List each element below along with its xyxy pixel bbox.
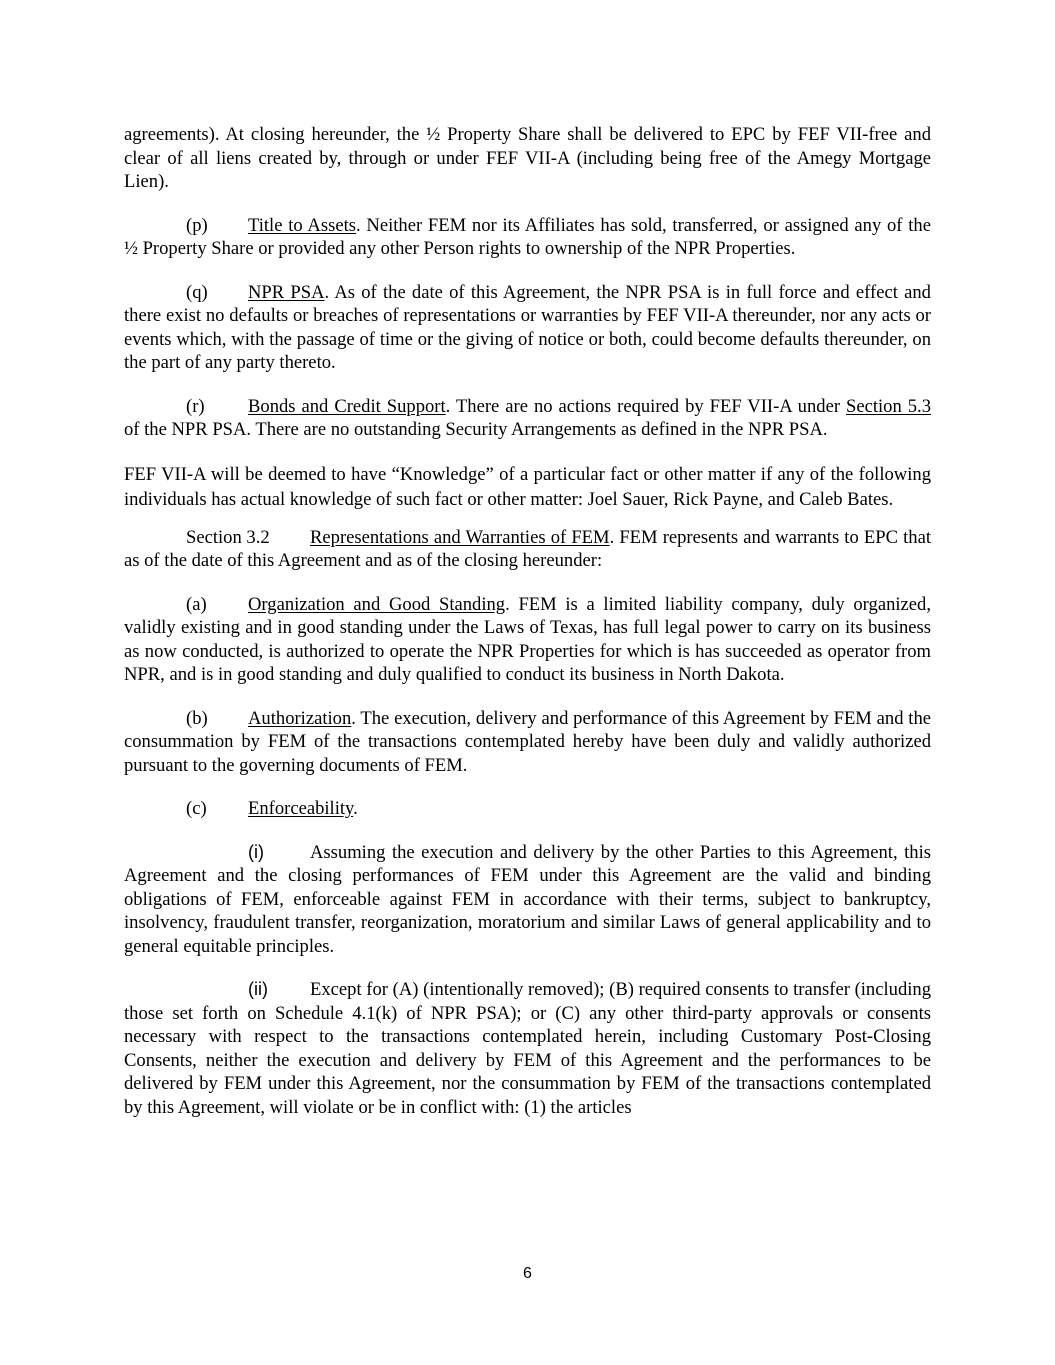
paragraph-text: . The execution, delivery and performance of this Agreement by FEM and the consummation by FEM of the transactions contemplated hereby have been duly and validly authorized pursuant to the governing documents of FEM. xyxy=(124,707,931,776)
paragraph-c-enforceability xyxy=(124,797,931,821)
section-heading: Representations and Warranties of FEM xyxy=(310,526,610,548)
paragraph-c-i xyxy=(124,841,931,959)
document-page xyxy=(124,123,931,1139)
paragraph-text: agreements). At closing hereunder, the ½ Property Share shall be delivered to EPC by FEF VII-free and clear of all liens created by, through or under FEF VII-A (including being free of the Amegy Mortgage Lien). xyxy=(124,124,931,192)
paragraph-c-ii xyxy=(124,978,931,1119)
paragraph-r-bonds xyxy=(124,395,931,442)
paragraph-heading: Enforceability xyxy=(248,798,354,819)
paragraph-heading: Organization and Good Standing xyxy=(248,593,506,615)
paragraph-heading: Title to Assets xyxy=(248,214,356,236)
paragraph-p-title-to-assets xyxy=(124,214,931,261)
paragraph-text: . FEM represents and warrants to EPC that as of the date of this Agreement and as of the closing hereunder: xyxy=(124,526,931,571)
paragraph-text: Except for (A) (intentionally removed); (B) required consents to transfer (including those set forth on Schedule 4.1(k) of NPR PSA); or (C) any other third-party approvals or consents necessary with respect to the transactions contemplated herein, including Customary Post-Closing Consents, neither the execution and delivery by FEM of this Agreement and the performances to be delivered by FEM under this Agreement, nor the consummation by FEM of the transactions contemplated by this Agreement, will violate or be in conflict with: (1) the articles xyxy=(124,979,931,1118)
paragraph-q-npr-psa xyxy=(124,281,931,375)
paragraph-heading: NPR PSA xyxy=(248,281,325,303)
paragraph-heading: Authorization xyxy=(248,707,352,729)
section-reference: Section 5.3 xyxy=(846,395,931,417)
paragraph-label: (r) xyxy=(186,395,205,417)
paragraph-knowledge xyxy=(124,462,931,512)
paragraph-text: of the NPR PSA. There are no outstanding Security Arrangements as defined in the NPR PSA. xyxy=(124,419,828,440)
section-label: Section 3.2 xyxy=(186,526,270,548)
paragraph-text: FEF VII-A will be deemed to have “Knowledge” of a particular fact or other matter if any of the following individuals has actual knowledge of such fact or other matter: Joel Sauer, Rick Payne, and Caleb Bates. xyxy=(124,463,931,510)
paragraph-heading: Bonds and Credit Support xyxy=(248,395,446,417)
paragraph-text: . xyxy=(353,798,358,819)
paragraph-text: . As of the date of this Agreement, the NPR PSA is in full force and effect and there exist no defaults or breaches of representations or warranties by FEF VII-A thereunder, nor any acts or events which, with the passage of time or the giving of notice or both, could become defaults thereunder, on the part of any party thereto. xyxy=(124,281,931,373)
paragraph-text: . FEM is a limited liability company, duly organized, validly existing and in good standing under the Laws of Texas, has full legal power to carry on its business as now conducted, is authorized to operate the NPR Properties for which is has succeeded as operator from NPR, and is in good standing and duly qualified to conduct its business in North Dakota. xyxy=(124,593,932,685)
paragraph-label: (c) xyxy=(186,798,207,819)
paragraph-label: (i) xyxy=(248,841,264,862)
paragraph-text: Assuming the execution and delivery by the other Parties to this Agreement, this Agreement and the closing performances of FEM under this Agreement are the valid and binding obligations of FEM, enforceable against FEM in accordance with their terms, subject to bankruptcy, insolvency, fraudulent transfer, reorganization, moratorium and similar Laws of general applicability and to general equitable principles. xyxy=(124,841,931,957)
paragraph-b-authorization xyxy=(124,707,931,778)
paragraph-label: (b) xyxy=(186,707,208,729)
paragraph-label: (p) xyxy=(186,214,208,236)
paragraph-label: (q) xyxy=(186,281,208,303)
paragraph-text: . There are no actions required by FEF VII-A under xyxy=(445,395,846,417)
section-3-2 xyxy=(124,526,931,573)
paragraph-text: . Neither FEM nor its Affiliates has sold, transferred, or assigned any of the ½ Property Share or provided any other Person rights to ownership of the NPR Properties. xyxy=(124,214,931,259)
paragraph-a-organization xyxy=(124,593,931,687)
page-number: 6 xyxy=(523,1265,532,1282)
paragraph-label: (a) xyxy=(186,593,207,615)
paragraph-label: (ii) xyxy=(248,979,268,999)
paragraph-o-continuation xyxy=(124,123,931,194)
